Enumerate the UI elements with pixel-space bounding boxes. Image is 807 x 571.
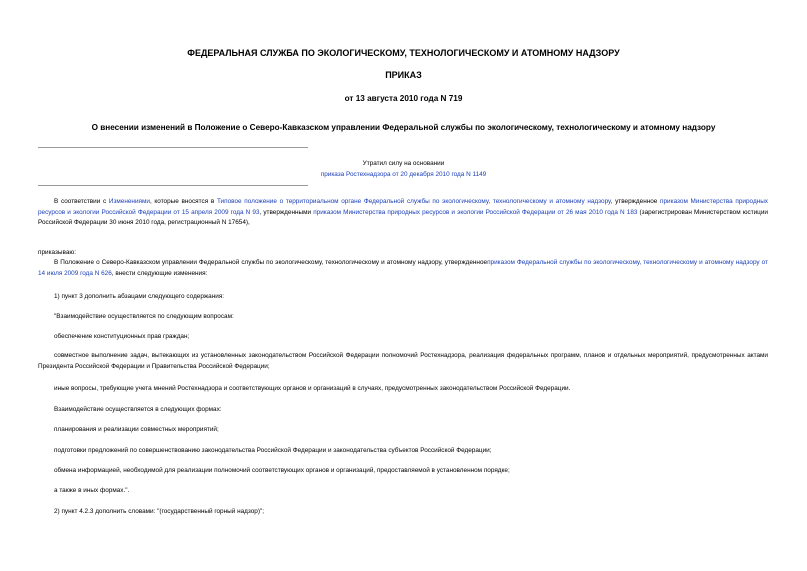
item-2: "Взаимодействие осуществляется по следующим вопросам: <box>54 313 234 320</box>
item-9: обмена информацией, необходимой для реализации полномочий соответствующих органов и организаций, предоставляемой в установленном порядке; <box>54 467 510 474</box>
intro-text-1: В соответствии с <box>54 198 109 205</box>
agency-heading: ФЕДЕРАЛЬНАЯ СЛУЖБА ПО ЭКОЛОГИЧЕСКОМУ, ТЕХНОЛОГИЧЕСКОМУ И АТОМНОМУ НАДЗОРУ <box>187 48 620 58</box>
intro-paragraph <box>38 197 768 229</box>
changes-link[interactable]: Изменениями <box>108 198 150 205</box>
intro-text-3: , утвержденное <box>610 198 661 205</box>
divider-top <box>38 147 308 148</box>
item-5: иные вопросы, требующие учета мнений Ростехнадзора и соответствующих органов и организаций в случаях, предусмотренных законодательством Российской Федерации. <box>54 385 571 392</box>
intro-text-4: , утвержденными <box>259 208 314 216</box>
item-6: Взаимодействие осуществляется в следующих формах: <box>54 406 222 413</box>
ministry-order-93-link[interactable]: приказом Министерства природных ресурсов и экологии Российской Федерации от 15 апреля 2009 года N 93 <box>38 198 768 216</box>
order-text-1: В Положение о Северо-Кавказском управлении Федеральной службы по экологическому, технологическому и атомному надзору, утвержденное <box>54 259 488 266</box>
intro-text-5: (зарегистрирован Министерством юстиции Российской Федерации 30 июня 2010 года, регистрационный N 17654), <box>38 208 768 227</box>
status-note-text: Утратил силу на основании <box>362 160 445 167</box>
typical-regulation-link[interactable]: Типовое положение о территориальном органе Федеральной службы по экологическому, технологическому и атомному надзору <box>216 198 611 205</box>
item-10: а также в иных формах.". <box>54 487 130 494</box>
repeal-order-link[interactable]: приказа Ростехнадзора от 20 декабря 2010 года N 1149 <box>320 171 487 178</box>
intro-text-2: , которые вносятся в <box>149 198 217 205</box>
date-number-heading: от 13 августа 2010 года N 719 <box>344 94 463 103</box>
item-1: 1) пункт 3 дополнить абзацами следующего содержания: <box>54 293 225 300</box>
doc-type-heading: ПРИКАЗ <box>385 70 422 80</box>
status-note-link-line <box>300 169 507 180</box>
order-word: приказываю: <box>38 249 76 256</box>
item-4: совместное выполнение задач, вытекающих из установленных законодательством Российской Федерации полномочий Ростехнадзора, реализация федеральных программ, планов и отдельных мероприятий, предусмотренных актами Президента Российской Федерации и Правительства Российской Федерации; <box>38 352 768 370</box>
service-order-626-link[interactable]: приказом Федеральной службы по экологическому, технологическому и атомному надзору от 14 июля 2009 года N 626 <box>38 259 768 277</box>
item-8: подготовки предложений по совершенствованию законодательства Российской Федерации и законодательства субъектов Российской Федерации; <box>54 447 492 454</box>
item-11: 2) пункт 4.2.3 дополнить словами: "(государственный горный надзор)"; <box>54 508 265 515</box>
order-text-2: , внести следующие изменения: <box>111 269 208 277</box>
order-paragraph <box>38 258 768 279</box>
divider-bottom <box>38 185 308 186</box>
ministry-order-183-link[interactable]: приказом Министерства природных ресурсов и экологии Российской Федерации от 26 мая 2010 года N 183 <box>313 208 638 216</box>
item-3: обеспечение конституционных прав граждан; <box>54 333 190 340</box>
item-7: планирования и реализации совместных мероприятий; <box>54 426 219 433</box>
document-title: О внесении изменений в Положение о Северо-Кавказском управлении Федеральной службы по экологическому, технологическому и атомному надзору <box>91 123 716 132</box>
